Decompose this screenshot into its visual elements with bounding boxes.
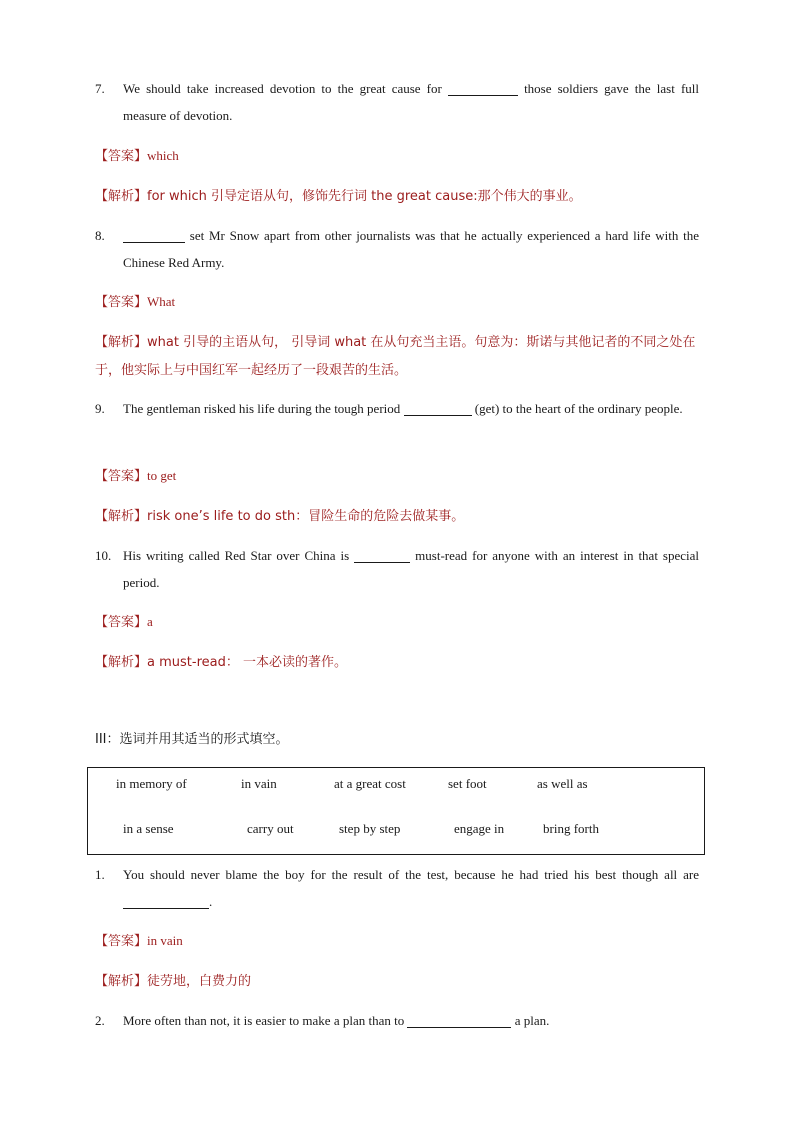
word-bank-item: engage in <box>454 821 505 836</box>
question-text: . <box>209 894 213 909</box>
analysis-line <box>95 502 699 530</box>
analysis-tag: 【解析】 <box>95 655 148 670</box>
analysis-tag: 【解析】 <box>95 335 148 350</box>
answer-line <box>95 608 699 636</box>
answer-line <box>95 288 699 316</box>
question-9 <box>95 395 699 422</box>
question-text: You should never blame the boy for the result of the test, because he had tried his best though all are <box>123 867 699 882</box>
answer-text: which <box>147 148 179 163</box>
word-bank-item: in vain <box>241 776 277 791</box>
question-number: 2. <box>95 1013 105 1028</box>
analysis-tag: 【解析】 <box>95 189 148 204</box>
question-number: 1. <box>95 867 105 882</box>
question-text: set Mr Snow apart from other journalists was that he actually experienced a hard life with the Chinese Red Army. <box>123 228 700 270</box>
answer-text: in vain <box>147 933 183 948</box>
question-text: More often than not, it is easier to make a plan than to <box>123 1013 405 1028</box>
answer-blank[interactable] <box>404 401 472 416</box>
analysis-text: for which 引导定语从句，修饰先行词 the great cause:那个伟大的事业。 <box>147 189 582 204</box>
word-bank <box>87 767 705 855</box>
question-text: a plan. <box>514 1013 550 1028</box>
answer-tag: 【答案】 <box>95 295 148 310</box>
question-text: His writing called Red Star over China is <box>123 548 350 563</box>
question-text: The gentleman risked his life during the tough period <box>123 401 401 416</box>
section-title: III：选词并用其适当的形式填空。 <box>95 732 289 747</box>
analysis-tag: 【解析】 <box>95 509 148 524</box>
question-text: We should take increased devotion to the great cause for <box>123 81 442 96</box>
analysis-line <box>95 967 699 995</box>
question-number: 10. <box>95 548 112 563</box>
answer-blank[interactable] <box>123 894 209 909</box>
word-bank-item: at a great cost <box>334 776 406 791</box>
answer-blank[interactable] <box>123 228 185 243</box>
question-number: 7. <box>95 81 105 96</box>
question-8 <box>95 222 699 276</box>
analysis-text: what 引导的主语从句， 引导词 what 在从句充当主语。句意为：斯诺与其他记者的不同之处在于，他实际上与中国红军一起经历了一段艰苦的生活。 <box>95 335 696 378</box>
analysis-line <box>95 648 699 676</box>
word-bank-item: carry out <box>247 821 294 836</box>
question-number: 9. <box>95 401 105 416</box>
answer-tag: 【答案】 <box>95 934 148 949</box>
answer-line <box>95 927 699 955</box>
answer-tag: 【答案】 <box>95 149 148 164</box>
analysis-line <box>95 182 699 210</box>
word-bank-item: step by step <box>339 821 401 836</box>
answer-text: a <box>147 614 153 629</box>
analysis-line <box>95 328 699 384</box>
question-text: (get) to the heart of the ordinary people. <box>474 401 683 416</box>
word-bank-item: in a sense <box>123 821 174 836</box>
analysis-tag: 【解析】 <box>95 974 148 989</box>
question-7 <box>95 75 699 129</box>
answer-text: to get <box>147 468 177 483</box>
question-text: those soldiers gave the last full measure of devotion. <box>123 81 699 123</box>
answer-blank[interactable] <box>448 81 518 96</box>
answer-blank[interactable] <box>407 1013 511 1028</box>
answer-tag: 【答案】 <box>95 469 148 484</box>
answer-tag: 【答案】 <box>95 615 148 630</box>
analysis-text: risk one’s life to do sth：冒险生命的危险去做某事。 <box>147 509 465 524</box>
question-10 <box>95 542 699 596</box>
word-bank-item: bring forth <box>543 821 599 836</box>
answer-text: What <box>147 294 176 309</box>
answer-line <box>95 142 699 170</box>
question-number: 8. <box>95 228 105 243</box>
answer-line <box>95 462 699 490</box>
analysis-text: a must-read： 一本必读的著作。 <box>147 655 347 670</box>
question-p3-1 <box>95 861 699 915</box>
question-p3-2 <box>95 1007 699 1034</box>
word-bank-item: as well as <box>537 776 588 791</box>
analysis-text: 徒劳地，白费力的 <box>147 974 252 989</box>
answer-blank[interactable] <box>354 548 410 563</box>
word-bank-item: in memory of <box>116 776 187 791</box>
word-bank-item: set foot <box>448 776 487 791</box>
question-text: must-read for anyone with an interest in that special period. <box>123 548 700 590</box>
